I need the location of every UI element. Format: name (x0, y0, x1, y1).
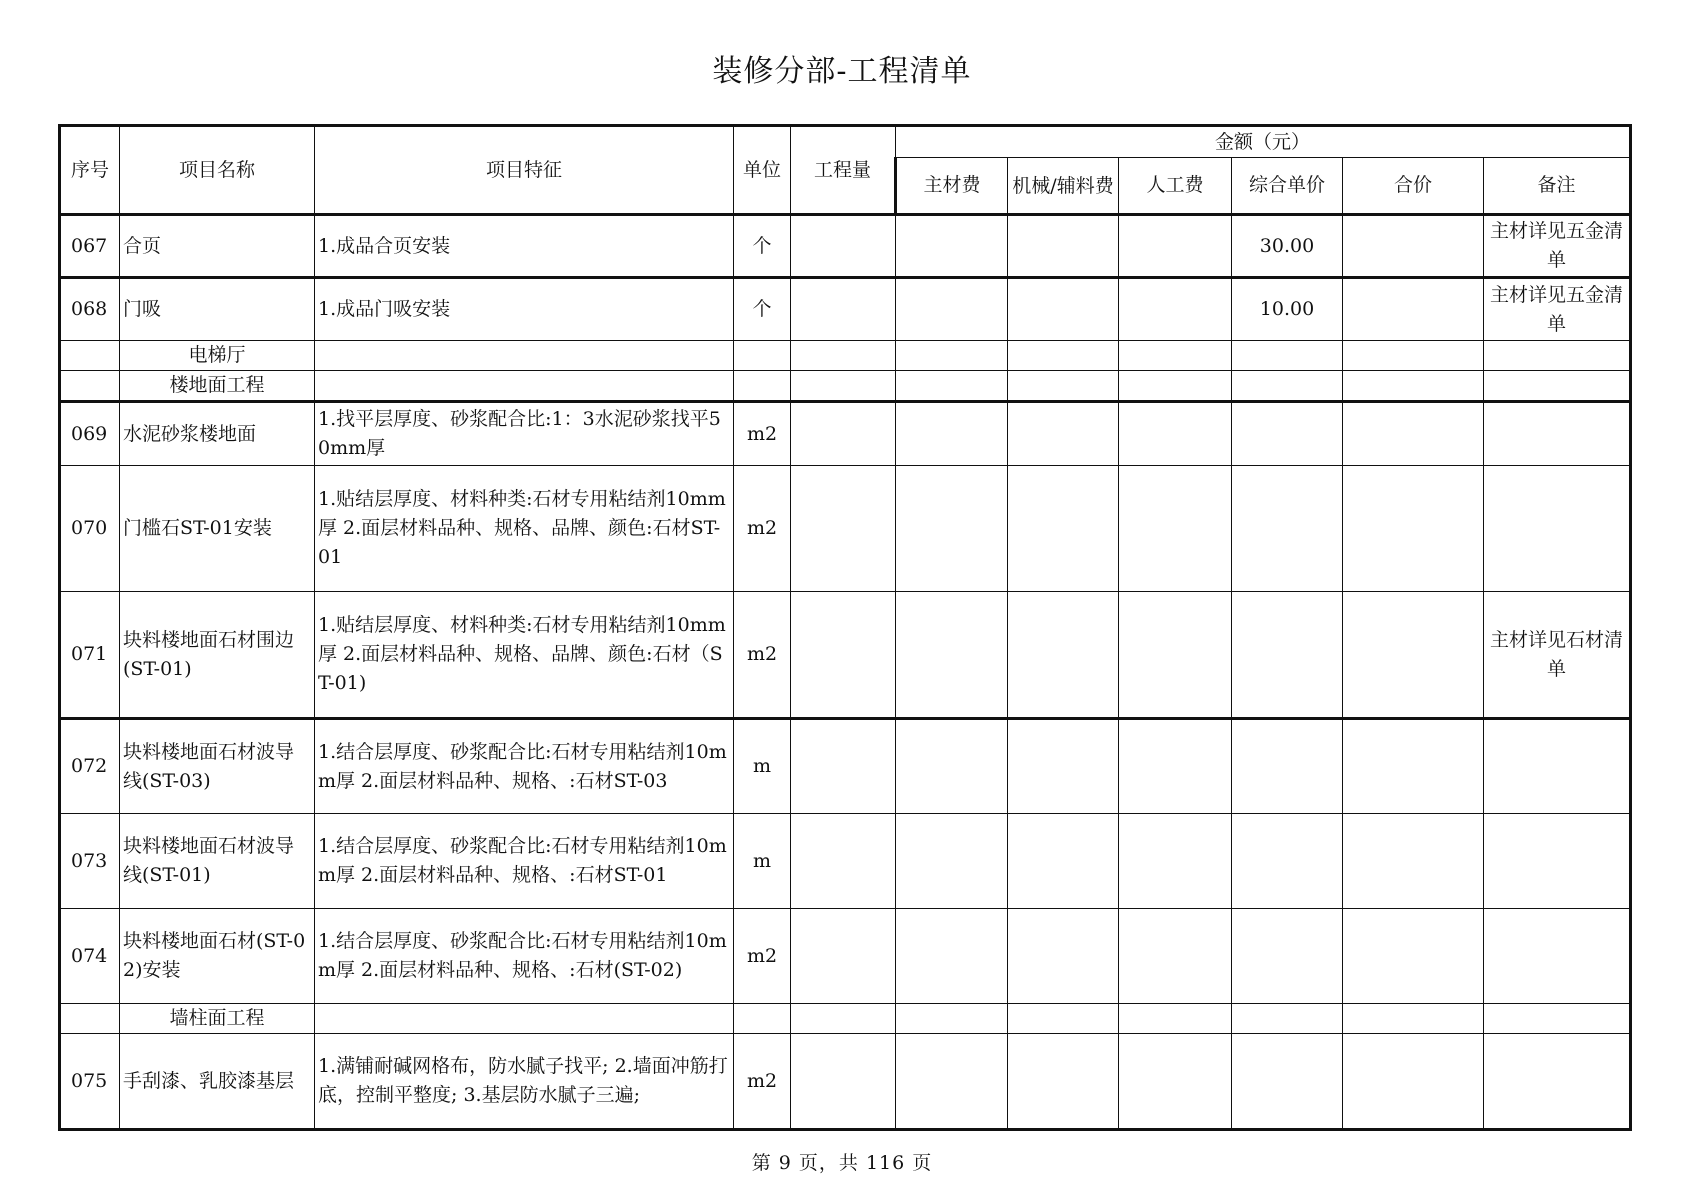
remark-cell: 主材详见石材清单 (1484, 592, 1631, 719)
unit-price-cell (1232, 402, 1343, 466)
header-main-material: 主材费 (896, 158, 1008, 215)
empty-cell (1232, 371, 1343, 402)
empty-cell (1008, 341, 1119, 371)
item-name: 门吸 (120, 278, 315, 341)
empty-cell (791, 1004, 896, 1034)
seq-cell: 068 (60, 278, 120, 341)
empty-cell (1343, 1004, 1484, 1034)
empty-cell (896, 1004, 1008, 1034)
main-material-cell (896, 466, 1008, 592)
machinery-cell (1008, 215, 1119, 278)
bill-of-quantities-table (58, 124, 1632, 1131)
empty-cell (1232, 1004, 1343, 1034)
seq-cell (60, 341, 120, 371)
header-quantity: 工程量 (791, 126, 896, 215)
main-material-cell (896, 592, 1008, 719)
seq-cell (60, 1004, 120, 1034)
header-seq: 序号 (60, 126, 120, 215)
table-row (60, 466, 1631, 592)
seq-cell (60, 371, 120, 402)
table-row (60, 909, 1631, 1004)
empty-cell (734, 341, 791, 371)
seq-cell: 067 (60, 215, 120, 278)
table-body (60, 215, 1631, 1130)
quantity-cell (791, 1034, 896, 1130)
item-name: 块料楼地面石材围边(ST-01) (120, 592, 315, 719)
remark-cell (1484, 402, 1631, 466)
item-name: 门槛石ST-01安装 (120, 466, 315, 592)
labor-cell (1119, 909, 1232, 1004)
table-row (60, 719, 1631, 814)
item-name: 块料楼地面石材(ST-02)安装 (120, 909, 315, 1004)
empty-cell (1008, 371, 1119, 402)
empty-cell (315, 1004, 734, 1034)
item-name: 合页 (120, 215, 315, 278)
unit-cell: 个 (734, 215, 791, 278)
total-cell (1343, 1034, 1484, 1130)
empty-cell (734, 371, 791, 402)
main-material-cell (896, 814, 1008, 909)
section-row (60, 371, 1631, 402)
table-row (60, 215, 1631, 278)
quantity-cell (791, 814, 896, 909)
quantity-cell (791, 215, 896, 278)
item-feature: 1.结合层厚度、砂浆配合比:石材专用粘结剂10mm厚 2.面层材料品种、规格、:石材(ST-02) (315, 909, 734, 1004)
main-material-cell (896, 278, 1008, 341)
empty-cell (1484, 1004, 1631, 1034)
unit-cell: m2 (734, 402, 791, 466)
seq-cell: 073 (60, 814, 120, 909)
empty-cell (315, 341, 734, 371)
empty-cell (1008, 1004, 1119, 1034)
machinery-cell (1008, 278, 1119, 341)
section-name: 墙柱面工程 (120, 1004, 315, 1034)
labor-cell (1119, 592, 1232, 719)
item-name: 块料楼地面石材波导线(ST-03) (120, 719, 315, 814)
machinery-cell (1008, 719, 1119, 814)
main-material-cell (896, 402, 1008, 466)
empty-cell (1343, 371, 1484, 402)
empty-cell (1343, 341, 1484, 371)
empty-cell (1119, 1004, 1232, 1034)
seq-cell: 074 (60, 909, 120, 1004)
labor-cell (1119, 466, 1232, 592)
remark-cell (1484, 909, 1631, 1004)
empty-cell (896, 341, 1008, 371)
quantity-cell (791, 278, 896, 341)
item-feature: 1.贴结层厚度、材料种类:石材专用粘结剂10mm厚 2.面层材料品种、规格、品牌、颜色:石材（ST-01) (315, 592, 734, 719)
machinery-cell (1008, 909, 1119, 1004)
labor-cell (1119, 278, 1232, 341)
header-remark: 备注 (1484, 158, 1631, 215)
item-feature: 1.成品门吸安装 (315, 278, 734, 341)
header-name: 项目名称 (120, 126, 315, 215)
total-cell (1343, 909, 1484, 1004)
remark-cell (1484, 719, 1631, 814)
page-footer: 第 9 页，共 116 页 (751, 1152, 933, 1174)
total-cell (1343, 402, 1484, 466)
quantity-cell (791, 719, 896, 814)
header-total: 合价 (1343, 158, 1484, 215)
total-cell (1343, 719, 1484, 814)
item-feature: 1.结合层厚度、砂浆配合比:石材专用粘结剂10mm厚 2.面层材料品种、规格、:石材ST-03 (315, 719, 734, 814)
machinery-cell (1008, 1034, 1119, 1130)
item-name: 块料楼地面石材波导线(ST-01) (120, 814, 315, 909)
unit-price-cell (1232, 814, 1343, 909)
item-feature: 1.成品合页安装 (315, 215, 734, 278)
section-name: 楼地面工程 (120, 371, 315, 402)
labor-cell (1119, 402, 1232, 466)
empty-cell (1484, 371, 1631, 402)
unit-price-cell: 10.00 (1232, 278, 1343, 341)
empty-cell (896, 371, 1008, 402)
remark-cell: 主材详见五金清单 (1484, 215, 1631, 278)
header-feature: 项目特征 (315, 126, 734, 215)
unit-price-cell (1232, 1034, 1343, 1130)
item-feature: 1.满铺耐碱网格布，防水腻子找平; 2.墙面冲筋打底，控制平整度; 3.基层防水腻子三遍; (315, 1034, 734, 1130)
total-cell (1343, 466, 1484, 592)
table-row (60, 402, 1631, 466)
section-name: 电梯厅 (120, 341, 315, 371)
table-row (60, 592, 1631, 719)
total-cell (1343, 215, 1484, 278)
machinery-cell (1008, 402, 1119, 466)
quantity-cell (791, 909, 896, 1004)
header-unit-price: 综合单价 (1232, 158, 1343, 215)
machinery-cell (1008, 592, 1119, 719)
quantity-cell (791, 592, 896, 719)
empty-cell (734, 1004, 791, 1034)
item-feature: 1.找平层厚度、砂浆配合比:1：3水泥砂浆找平50mm厚 (315, 402, 734, 466)
header-machinery: 机械/辅料费 (1008, 158, 1119, 215)
item-feature: 1.贴结层厚度、材料种类:石材专用粘结剂10mm厚 2.面层材料品种、规格、品牌、颜色:石材ST-01 (315, 466, 734, 592)
header-amount: 金额（元） (896, 126, 1631, 158)
main-material-cell (896, 1034, 1008, 1130)
remark-cell (1484, 466, 1631, 592)
main-material-cell (896, 215, 1008, 278)
item-feature: 1.结合层厚度、砂浆配合比:石材专用粘结剂10mm厚 2.面层材料品种、规格、:石材ST-01 (315, 814, 734, 909)
item-name: 手刮漆、乳胶漆基层 (120, 1034, 315, 1130)
seq-cell: 070 (60, 466, 120, 592)
remark-cell (1484, 1034, 1631, 1130)
total-cell (1343, 814, 1484, 909)
empty-cell (1232, 341, 1343, 371)
empty-cell (791, 371, 896, 402)
seq-cell: 075 (60, 1034, 120, 1130)
unit-cell: 个 (734, 278, 791, 341)
unit-cell: m2 (734, 592, 791, 719)
seq-cell: 071 (60, 592, 120, 719)
unit-cell: m (734, 719, 791, 814)
main-material-cell (896, 719, 1008, 814)
header-labor: 人工费 (1119, 158, 1232, 215)
quantity-cell (791, 466, 896, 592)
table-row (60, 814, 1631, 909)
quantity-cell (791, 402, 896, 466)
main-material-cell (896, 909, 1008, 1004)
table-row (60, 278, 1631, 341)
unit-price-cell (1232, 719, 1343, 814)
remark-cell (1484, 814, 1631, 909)
labor-cell (1119, 719, 1232, 814)
labor-cell (1119, 215, 1232, 278)
unit-price-cell (1232, 909, 1343, 1004)
unit-cell: m2 (734, 1034, 791, 1130)
empty-cell (1119, 371, 1232, 402)
document-title: 装修分部-工程清单 (712, 54, 972, 89)
labor-cell (1119, 814, 1232, 909)
section-row (60, 1004, 1631, 1034)
total-cell (1343, 278, 1484, 341)
unit-cell: m2 (734, 909, 791, 1004)
unit-cell: m (734, 814, 791, 909)
empty-cell (1484, 341, 1631, 371)
item-name: 水泥砂浆楼地面 (120, 402, 315, 466)
seq-cell: 072 (60, 719, 120, 814)
header-unit: 单位 (734, 126, 791, 215)
remark-cell: 主材详见五金清单 (1484, 278, 1631, 341)
empty-cell (1119, 341, 1232, 371)
labor-cell (1119, 1034, 1232, 1130)
section-row (60, 341, 1631, 371)
seq-cell: 069 (60, 402, 120, 466)
unit-price-cell (1232, 466, 1343, 592)
total-cell (1343, 592, 1484, 719)
table-row (60, 1034, 1631, 1130)
machinery-cell (1008, 814, 1119, 909)
machinery-cell (1008, 466, 1119, 592)
empty-cell (791, 341, 896, 371)
unit-price-cell: 30.00 (1232, 215, 1343, 278)
empty-cell (315, 371, 734, 402)
unit-cell: m2 (734, 466, 791, 592)
unit-price-cell (1232, 592, 1343, 719)
